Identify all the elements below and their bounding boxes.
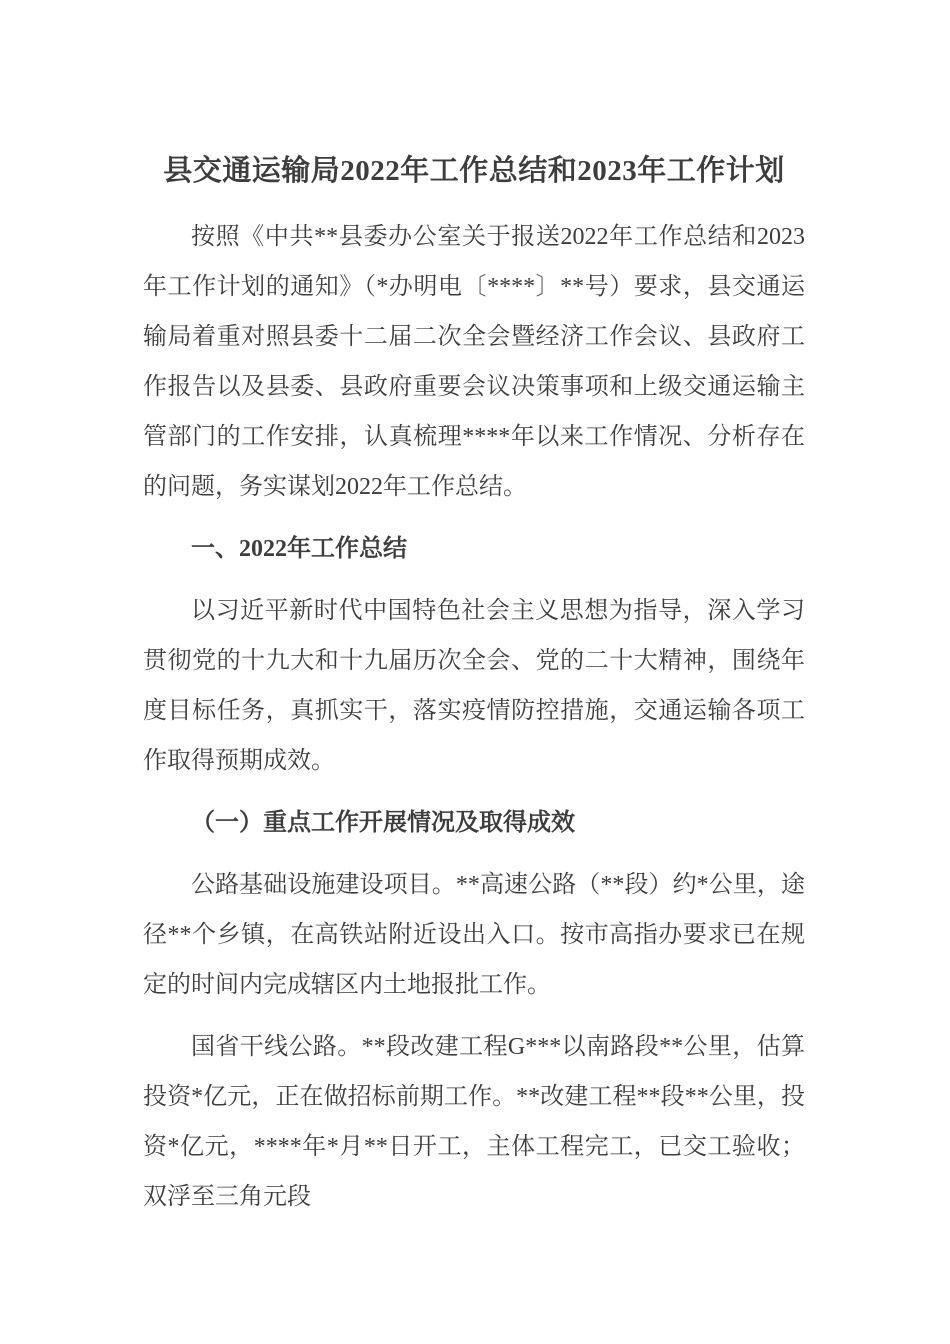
subsection-heading-key-work-achievements: （一）重点工作开展情况及取得成效 — [191, 810, 575, 836]
paragraph-guiding-ideology: 以习近平新时代中国特色社会主义思想为指导，深入学习贯彻党的十九大和十九届历次全会、党的二十大精神，围绕年度目标任务，真抓实干，落实疫情防控措施，交通运输各项工作取得预期成效。 — [143, 598, 805, 774]
paragraph-intro-notice: 按照《中共**县委办公室关于报送2022年工作总结和2023年工作计划的通知》（*办明电〔****〕**号）要求，县交通运输局着重对照县委十二届二次全会暨经济工作会议、县政府工作报告以及县委、县政府重要会议决策事项和上级交通运输主管部门的工作安排，认真梳理****年以来工作情况、分析存在的问题，务实谋划2022年工作总结。 — [143, 224, 805, 500]
section-heading-2022-work-summary: 一、2022年工作总结 — [191, 536, 407, 562]
document-title: 县交通运输局2022年工作总结和2023年工作计划 — [163, 155, 785, 187]
paragraph-national-provincial-trunk-roads: 国省干线公路。**段改建工程G***以南路段**公里，估算投资*亿元，正在做招标前期工作。**改建工程**段**公里，投资*亿元，****年*月**日开工，主体工程完工，已交工验收；双浮至三角元段 — [143, 1034, 805, 1210]
paragraph-highway-infrastructure: 公路基础设施建设项目。**高速公路（**段）约*公里，途径**个乡镇，在高铁站附近设出入口。按市高指办要求已在规定的时间内完成辖区内土地报批工作。 — [143, 872, 805, 998]
